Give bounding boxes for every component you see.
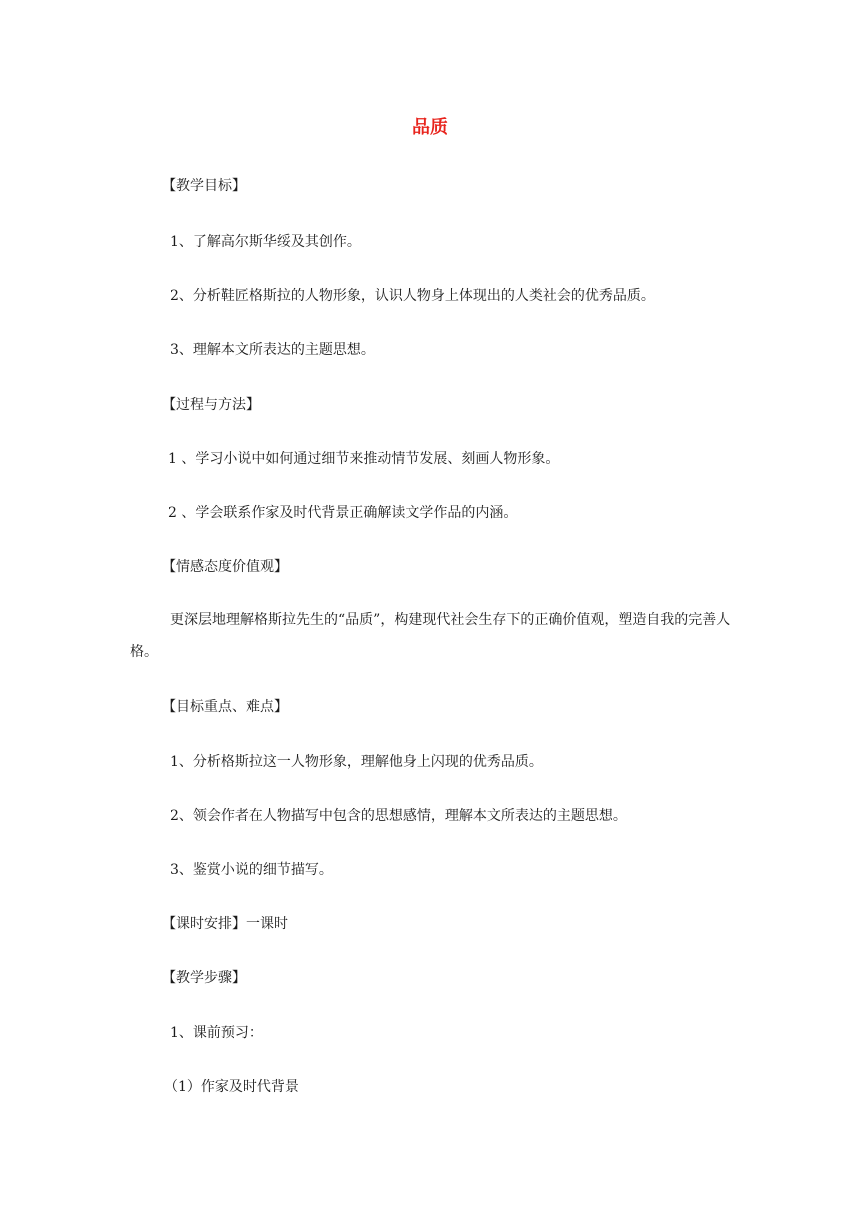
step-item-1: 1、课前预习：: [170, 1025, 263, 1041]
section-heading-goals: 【教学目标】: [162, 178, 246, 194]
section-heading-values: 【情感态度价值观】: [162, 559, 288, 575]
section-heading-process: 【过程与方法】: [162, 397, 260, 413]
process-item-1: 1 、学习小说中如何通过细节来推动情节发展、刻画人物形象。: [168, 451, 560, 467]
focus-item-2: 2、领会作者在人物描写中包含的思想感情，理解本文所表达的主题思想。: [170, 808, 627, 824]
goal-item-3: 3、理解本文所表达的主题思想。: [170, 342, 375, 358]
section-heading-schedule: 【课时安排】一课时: [162, 916, 288, 932]
goal-item-2: 2、分析鞋匠格斯拉的人物形象，认识人物身上体现出的人类社会的优秀品质。: [170, 288, 655, 304]
step-item-1-1: （1）作家及时代背景: [164, 1079, 299, 1095]
document-title: 品质: [412, 117, 448, 138]
values-paragraph: 更深层地理解格斯拉先生的“品质”，构建现代社会生存下的正确价值观，塑造自我的完善人格。: [130, 612, 731, 660]
process-item-2: 2 、学会联系作家及时代背景正确解读文学作品的内涵。: [168, 505, 518, 521]
goal-item-1: 1、了解高尔斯华绥及其创作。: [170, 234, 361, 250]
section-heading-steps: 【教学步骤】: [162, 970, 246, 986]
focus-item-3: 3、鉴赏小说的细节描写。: [170, 862, 333, 878]
focus-item-1: 1、分析格斯拉这一人物形象，理解他身上闪现的优秀品质。: [170, 754, 543, 770]
section-heading-focus: 【目标重点、难点】: [162, 699, 288, 715]
